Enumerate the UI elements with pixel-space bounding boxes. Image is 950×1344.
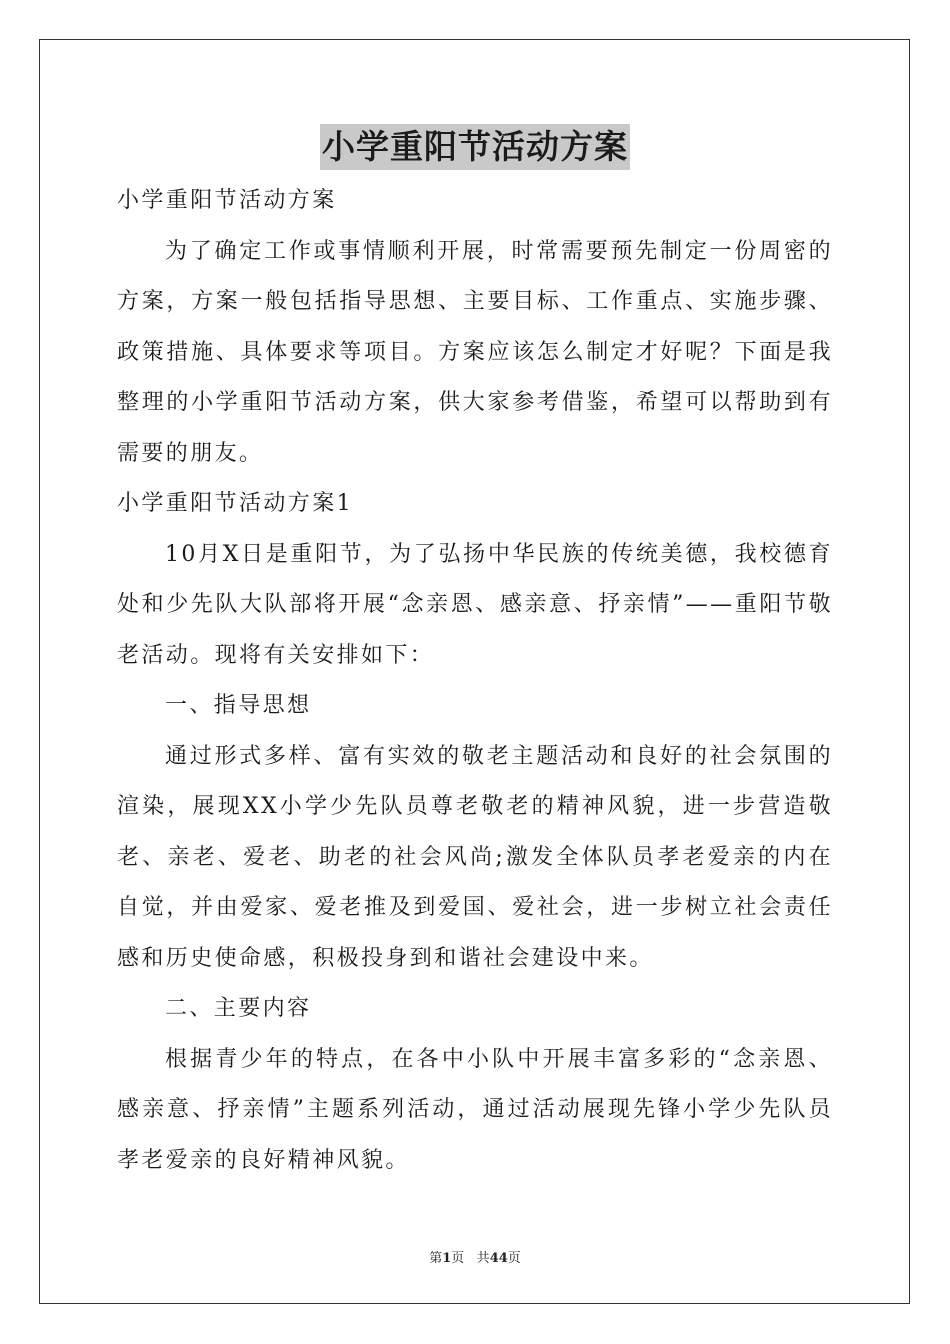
total-prefix: 共 — [476, 1251, 490, 1266]
total-pages: 44 — [489, 1251, 508, 1266]
body-paragraph: 根据青少年的特点，在各中小队中开展丰富多彩的“念亲恩、感亲意、抒亲情”主题系列活动，通过活动展现先锋小学少先队员孝老爱亲的良好精神风貌。 — [117, 1046, 833, 1173]
body-paragraph: 10月X日是重阳节，为了弘扬中华民族的传统美德，我校德育处和少先队大队部将开展“念亲恩、感亲意、抒亲情”——重阳节敬老活动。现将有关安排如下： — [117, 541, 833, 668]
page-footer — [0, 1247, 950, 1266]
page-number: 1 — [442, 1251, 452, 1266]
total-suffix: 页 — [507, 1251, 521, 1266]
subsection-heading: 二、主要内容 — [165, 996, 312, 1021]
document-title: 小学重阳节活动方案 — [320, 124, 630, 170]
intro-paragraph: 为了确定工作或事情顺利开展，时常需要预先制定一份周密的方案，方案一般包括指导思想、主要目标、工作重点、实施步骤、政策措施、具体要求等项目。方案应该怎么制定才好呢？下面是我整理的小学重阳节活动方案，供大家参考借鉴，希望可以帮助到有需要的朋友。 — [117, 238, 833, 466]
page-prefix: 第 — [429, 1251, 443, 1266]
document-body — [117, 176, 833, 1186]
body-paragraph: 通过形式多样、富有实效的敬老主题活动和良好的社会氛围的渲染，展现XX小学少先队员尊老敬老的精神风貌，进一步营造敬老、亲老、爱老、助老的社会风尚;激发全体队员孝老爱亲的内在自觉，并由爱家、爱老推及到爱国、爱社会，进一步树立社会责任感和历史使命感，积极投身到和谐社会建设中来。 — [117, 743, 833, 971]
title-container — [0, 124, 950, 170]
section-heading: 小学重阳节活动方案 — [117, 188, 337, 213]
page-suffix: 页 — [451, 1251, 465, 1266]
subsection-heading: 一、指导思想 — [165, 693, 312, 718]
section-heading: 小学重阳节活动方案1 — [117, 491, 353, 516]
